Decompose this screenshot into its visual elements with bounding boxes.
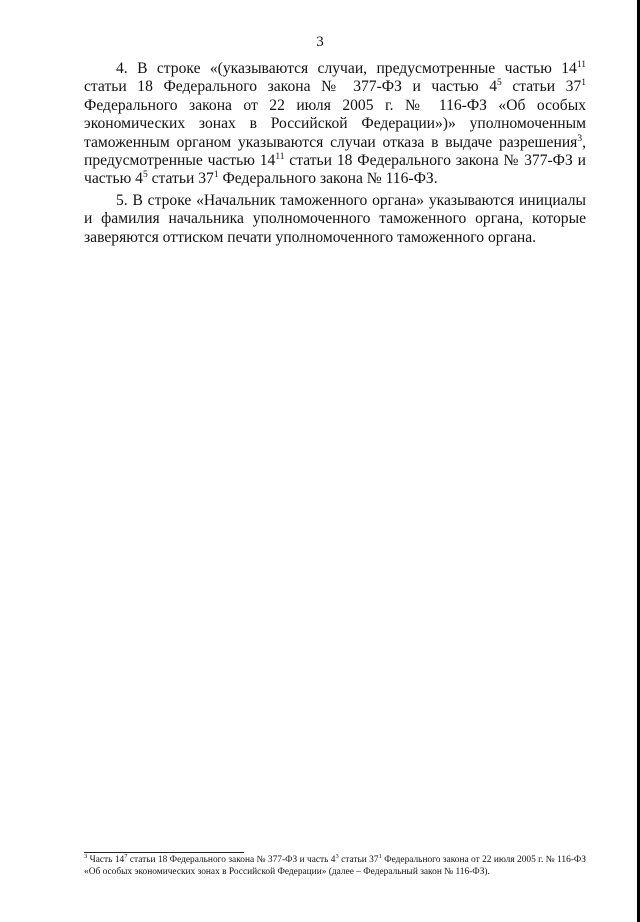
paragraph-4-text-4: Федерального закона от 22 июля 2005 г. № 116-ФЗ «Об особых экономических зонах в Российской Федерации»)» уполномоченным таможенным органом указываются случаи отказа в выдаче разрешения xyxy=(84,96,586,151)
paragraph-4-text-2: статьи 18 Федерального закона № 377-ФЗ и частью 4 xyxy=(84,78,498,96)
paragraph-4-text-7: статьи 37 xyxy=(147,170,214,188)
footnote-text-1: Часть 14 xyxy=(87,855,125,865)
footnote-sup-2: 3 xyxy=(335,853,339,860)
paragraph-4-sup-3: 1 xyxy=(581,78,586,89)
footnote-text-2: статьи 18 Федерального закона № 377-ФЗ и часть 4 xyxy=(127,855,336,865)
footnote-text-4: Федерального закона от 22 июля 2005 г. № 116-ФЗ «Об особых экономических зонах в Российской Федерации» (далее – Федеральный закон № 116-ФЗ). xyxy=(84,855,586,878)
paragraph-4-text-3: статьи 37 xyxy=(501,78,582,96)
paragraph-4-sup-5: 11 xyxy=(275,152,285,163)
paragraph-5: 5. В строке «Начальник таможенного органа» указываются инициалы и фамилия начальника уполномоченного таможенного органа, которые заверяются оттиском печати уполномоченного таможенного органа. xyxy=(84,191,586,246)
document-body xyxy=(84,60,586,250)
footnote-sup-3: 1 xyxy=(378,853,382,860)
paragraph-4-sup-7: 1 xyxy=(213,170,219,181)
page-number: 3 xyxy=(316,34,324,50)
paragraph-4-text-6: статьи 18 Федерального закона № 377-ФЗ и частью 4 xyxy=(84,152,586,188)
footnote xyxy=(84,854,586,879)
paragraph-4-sup-2: 5 xyxy=(497,78,502,89)
paragraph-4-text-5: , предусмотренные частью 14 xyxy=(84,133,586,170)
paragraph-4-sup-6: 5 xyxy=(142,170,148,181)
footnote-text-3: статьи 37 xyxy=(338,855,379,865)
footnote-sup-1: 7 xyxy=(124,853,128,860)
paragraph-4-sup-1: 11 xyxy=(576,60,586,70)
footnote-number: 3 xyxy=(84,853,88,860)
footnote-ref-3: 3 xyxy=(577,133,583,144)
footnote-divider xyxy=(84,852,244,853)
paragraph-4-text-1: 4. В строке «(указываются случаи, предусмотренные частью 14 xyxy=(116,60,577,77)
paragraph-4-text-8: Федерального закона № 116-ФЗ. xyxy=(218,170,438,188)
paragraph-4 xyxy=(84,60,586,189)
